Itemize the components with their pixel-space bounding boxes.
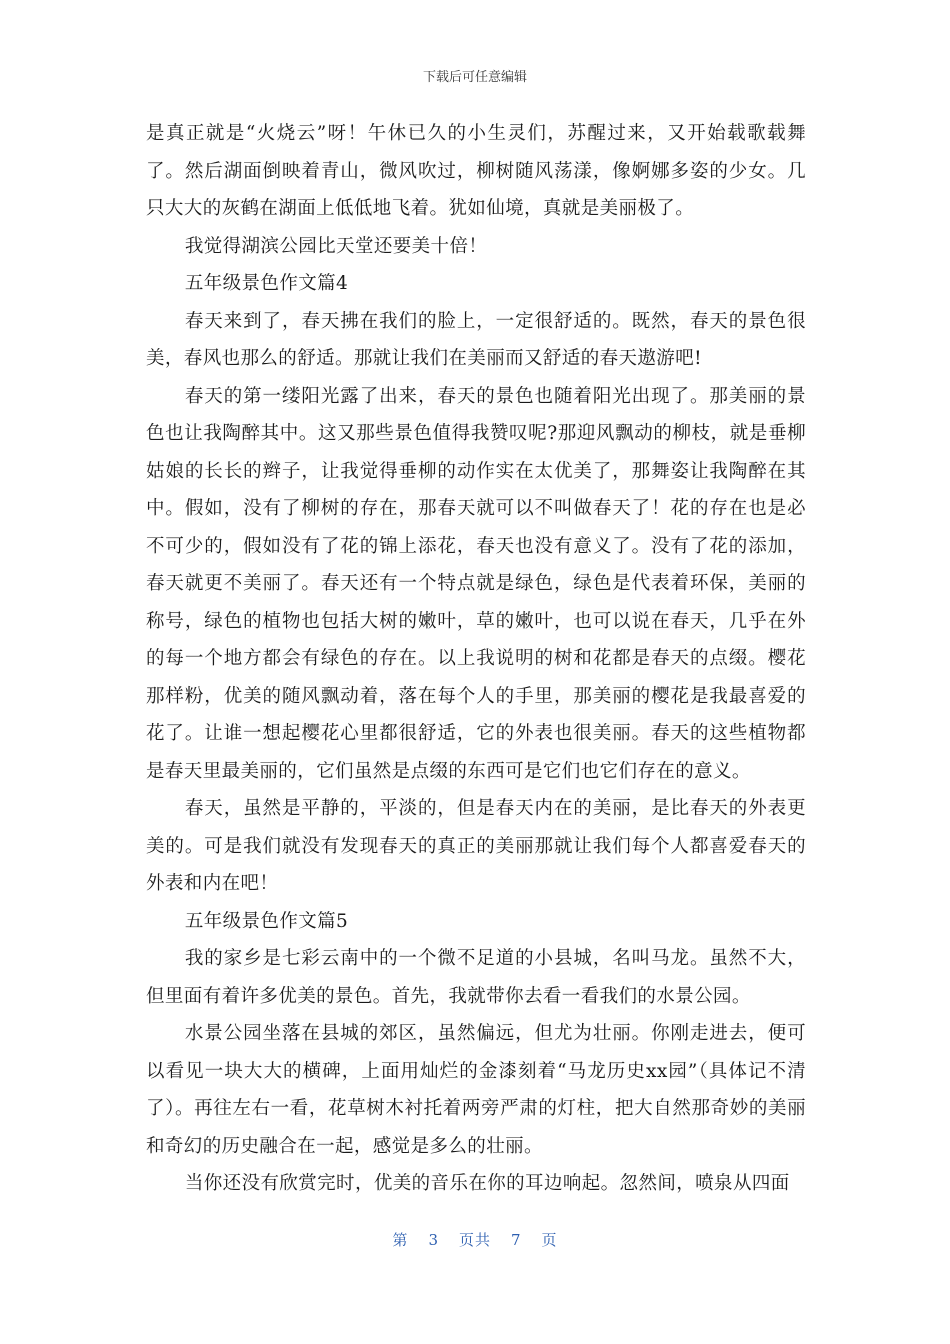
paragraph: 当你还没有欣赏完时，优美的音乐在你的耳边响起。忽然间，喷泉从四面: [184, 1173, 790, 1194]
footer-prefix: 第: [392, 1231, 409, 1249]
paragraph: 春天，虽然是平静的，平淡的，但是春天内在的美丽，是比春天的外表更美的。可是我们就没有发现春天的真正的美丽那就让我们每个人都喜爱春天的外表和内在吧！: [146, 798, 806, 894]
footer-suffix: 页: [541, 1231, 558, 1249]
section-heading-5: 五年级景色作文篇5: [184, 910, 349, 932]
section-heading-4: 五年级景色作文篇4: [184, 273, 349, 294]
page-header: [0, 66, 950, 85]
page-footer: [0, 1229, 950, 1250]
paragraph-continued: 是真正就是“火烧云”呀！午休已久的小生灵们，苏醒过来，又开始载歌载舞了。然后湖面倒映着青山，微风吹过，柳树随风荡漾，像婀娜多姿的少女。几只大大的灰鹤在湖面上低低地飞着。犹如仙境，真就是美丽极了。: [146, 123, 806, 219]
paragraph: 水景公园坐落在县城的郊区，虽然偏远，但尤为壮丽。你刚走进去，便可以看见一块大大的横碑，上面用灿烂的金漆刻着“马龙历史xx园”（具体记不清了）。再往左右一看，花草树木衬托着两旁严肃的灯柱，把大自然那奇妙的美丽和奇幻的历史融合在一起，感觉是多么的壮丽。: [146, 1023, 806, 1157]
paragraph: 春天的第一缕阳光露了出来，春天的景色也随着阳光出现了。那美丽的景色也让我陶醉其中。这又那些景色值得我赞叹呢?那迎风飘动的柳枝，就是垂柳姑娘的长长的辫子，让我觉得垂柳的动作实在太优美了，那舞姿让我陶醉在其中。假如，没有了柳树的存在，那春天就可以不叫做春天了！花的存在也是必不可少的，假如没有了花的锦上添花，春天也没有意义了。没有了花的添加，春天就更不美丽了。春天还有一个特点就是绿色，绿色是代表着环保，美丽的称号，绿色的植物也包括大树的嫩叶，草的嫩叶，也可以说在春天，几乎在外的每一个地方都会有绿色的存在。以上我说明的树和花都是春天的点缀。樱花那样粉，优美的随风飘动着，落在每个人的手里，那美丽的樱花是我最喜爱的花了。让谁一想起樱花心里都很舒适，它的外表也很美丽。春天的这些植物都是春天里最美丽的，它们虽然是点缀的东西可是它们也它们存在的意义。: [146, 385, 806, 782]
footer-current-page: 3: [428, 1231, 439, 1249]
paragraph: 我觉得湖滨公园比天堂还要美十倍！: [184, 235, 488, 257]
header-text: 下载后可任意编辑: [422, 70, 527, 85]
footer-middle: 页共: [458, 1231, 491, 1249]
paragraph: 春天来到了，春天拂在我们的脸上，一定很舒适的。既然，春天的景色很美，春风也那么的舒适。那就让我们在美丽而又舒适的春天遨游吧!: [146, 310, 806, 369]
footer-total-pages: 7: [511, 1231, 522, 1249]
paragraph: 我的家乡是七彩云南中的一个微不足道的小县城，名叫马龙。虽然不大，但里面有着许多优美的景色。首先，我就带你去看一看我们的水景公园。: [146, 948, 806, 1007]
document-body: [146, 115, 806, 1203]
